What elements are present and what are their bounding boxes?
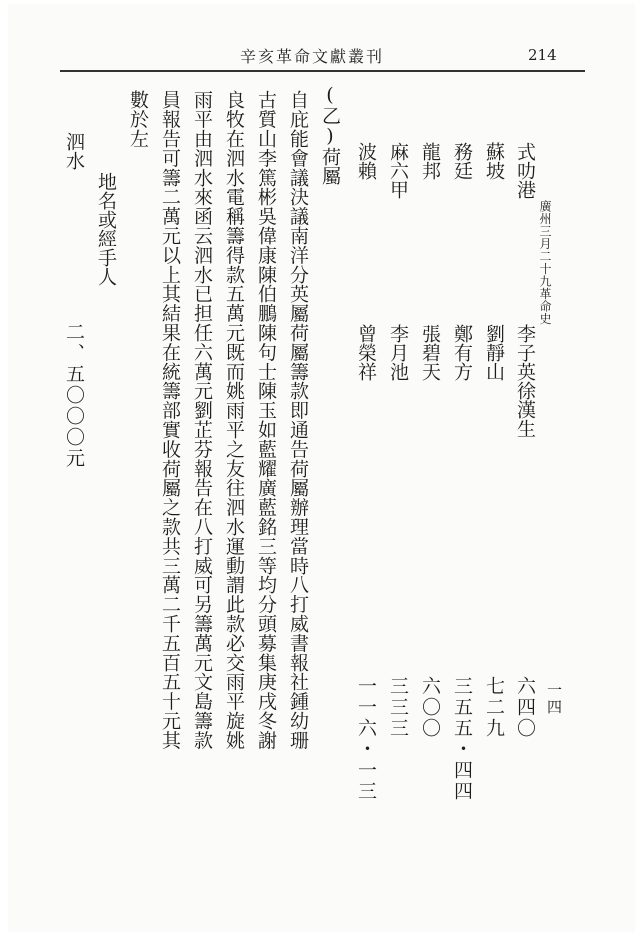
table-row-amount: 三五五・四四 [451, 676, 473, 802]
table-row-place: 麻六甲 [387, 142, 409, 199]
table-row-amount: 六〇〇 [419, 676, 441, 739]
paragraph-line: 古質山李篤彬吳偉康陳伯鵬陳句士陳玉如藍耀廣藍銘三等均分頭募集庚戌冬謝 [255, 90, 277, 750]
paragraph-line: 自庇能會議決議南洋分英屬荷屬籌款即通告荷屬辦理當時八打威書報社鍾幼珊 [287, 90, 309, 750]
header-rule [60, 70, 585, 72]
section-heading: (乙)荷屬 [319, 84, 341, 185]
paragraph-line: 員報告可籌二萬元以上其結果在統籌部實收荷屬之款共三萬二千五百五十元其 [159, 90, 181, 750]
table-row-place: 務廷 [451, 142, 473, 180]
table-row-amount: 七二九 [483, 676, 505, 739]
table-row-place: 波賴 [355, 142, 377, 180]
table-row-place: 式叻港 [514, 142, 536, 199]
table-row-amount: 三三三 [387, 676, 409, 739]
table-row-person: 劉靜山 [483, 324, 505, 381]
page-number: 214 [528, 46, 557, 64]
page-header [8, 4, 635, 74]
book-title: 辛亥革命文獻叢刊 [240, 47, 385, 66]
paragraph-line: 數於左 [127, 90, 149, 149]
book-page [8, 4, 635, 932]
table-row-place: 龍邦 [419, 142, 441, 180]
paragraph-line: 雨平由泗水來函云泗水已担任六萬元劉芷芬報告在八打威可另籌萬元文島籌款 [191, 90, 213, 750]
side-note: 廣州三月二十九革命史 [538, 200, 552, 325]
paragraph-line: 良牧在泗水電稱籌得款五萬元既而姚雨平之友往泗水運動謂此款必交雨平旋姚 [223, 90, 245, 750]
table-row-person: 鄭有方 [451, 324, 473, 381]
table-row-amount: 一一六・一三 [355, 676, 377, 802]
entry-place: 泗水 [63, 132, 85, 170]
entry-amount: 二、五〇〇〇元 [63, 322, 85, 469]
table-row-person: 李子英徐漢生 [514, 324, 536, 438]
top-right-numeral: 一四 [545, 682, 563, 716]
table-row-person: 曾榮祥 [355, 324, 377, 381]
list-header-place: 地名或經手人 [95, 172, 117, 286]
table-row-person: 李月池 [387, 324, 409, 381]
table-row-place: 蘇坡 [483, 142, 505, 180]
table-row-amount: 六四〇 [514, 676, 536, 739]
table-row-person: 張碧天 [419, 324, 441, 381]
